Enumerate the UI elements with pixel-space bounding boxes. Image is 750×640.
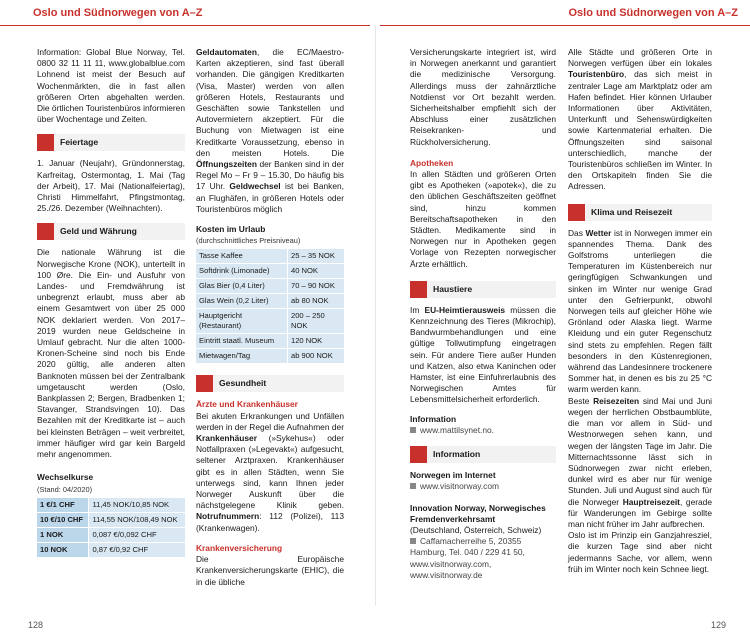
nwi-link-row bbox=[410, 481, 556, 492]
info-title: Information bbox=[410, 413, 457, 424]
heading-text: Haustiere bbox=[433, 283, 473, 294]
versicherung-paragraph: Versicherungskarte integriert ist, wird in Norwegen anerkannt und garantiert die medizinische Versorgung. Allerdings muss der zahnärztliche Notdienst vor Ort bezahlt werden. Sicherheitshalber empfiehlt sich der Abschluss einer zusätzlichen Reisekranken- und Rückholversicherung. bbox=[410, 47, 556, 147]
table-row bbox=[196, 294, 344, 309]
section-heading-gesundheit bbox=[196, 375, 344, 392]
bullet-square-icon bbox=[410, 538, 416, 544]
haustiere-paragraph bbox=[410, 305, 556, 406]
bold-term: Reisezeiten bbox=[593, 395, 640, 406]
table-row bbox=[196, 309, 344, 334]
table-cell: Glas Bier (0,4 Liter) bbox=[196, 279, 287, 294]
klima-paragraph-1 bbox=[568, 228, 712, 396]
page-number-left: 128 bbox=[28, 620, 44, 630]
page-number-right: 129 bbox=[710, 620, 726, 630]
aerzte-paragraph bbox=[196, 411, 344, 534]
bold-term: Hauptreisezeit bbox=[622, 496, 680, 507]
text-run: Bei akuten Erkrankungen und Unfällen werden in der Regel die Aufnahmen der bbox=[196, 410, 344, 432]
text-run: , die EC/Maestro-Karten akzeptieren, sind fast überall vorhanden. Die gängigen Kreditkarten (Visa, Master) werden von allen größeren Hotels, Restaurants und Geschäften sowie Tankstellen und Autovermietern akzeptiert. Für die Buchung von Mietwagen ist eine Kreditkarte Voraussetzung, ebenso in den meisten Hotels. Die bbox=[196, 47, 344, 158]
heading-marker-icon bbox=[410, 281, 427, 298]
text-run: der Banken sind in der Regel Mo – Fr 9 – 15.30, Do häufig bis 17 Uhr. bbox=[196, 159, 344, 192]
page-gutter bbox=[375, 26, 376, 606]
table-row bbox=[196, 279, 344, 294]
table-cell: Tasse Kaffee bbox=[196, 249, 287, 264]
table-row bbox=[196, 349, 344, 364]
table-row bbox=[37, 542, 185, 557]
table-cell: Softdrink (Limonade) bbox=[196, 264, 287, 279]
table-row bbox=[37, 527, 185, 542]
table-row bbox=[37, 498, 185, 513]
apotheken-paragraph: In allen Städten und größeren Orten gibt es Apotheken (»apotek«), die zu den üblichen Geschäftszeiten geöffnet sind, hinzu kommen Bereitschaftsapotheken in den Städten. Medikamente sind in Norwegen nur in Apotheken gegen Vorlage von Rezepten norwegischer Ärzte erhältlich. bbox=[410, 169, 556, 269]
running-head-right: Oslo und Südnorwegen von A–Z bbox=[568, 7, 738, 19]
header-rule-left bbox=[0, 25, 370, 26]
column-3 bbox=[410, 47, 556, 581]
bold-term: EU-Heimtierausweis bbox=[424, 304, 506, 315]
kv-subheading: Krankenversicherung bbox=[196, 542, 283, 553]
table-cell: 114,55 NOK/108,49 NOK bbox=[89, 512, 185, 527]
text-run: : 112 (Polizei), 113 (Krankenwagen). bbox=[196, 511, 344, 533]
nwi-title: Norwegen im Internet bbox=[410, 470, 496, 481]
table-cell: 1 €/1 CHF bbox=[37, 498, 89, 513]
info-link-row bbox=[410, 425, 556, 436]
text-run: ist in Norwegen immer ein spannendes Thema. Dank des Golfstroms unterliegen die Temperaturen im Küstenbereich nur geringfügigen Schwankungen und sinken im Winter nur wenige Grad unter den Gefrierpunkt, obwohl Norwegen teils auf gleicher Höhe wie Grönland oder Alaska liegt. Warme Kleidung und ein guter Regenschutz sind stets zu empfehlen. Regen fällt besonders in den Küstenregionen, während das Landesinnere trockenere Sommer hat, in denen es bis zu 25 °C warm werden kann. bbox=[568, 227, 712, 395]
kosten-subtitle: (durchschnittliches Preisniveau) bbox=[196, 236, 301, 246]
section-heading-geld bbox=[37, 223, 185, 240]
geldautomaten-paragraph bbox=[196, 47, 344, 215]
heading-text: Gesundheit bbox=[219, 378, 267, 389]
table-cell: Mietwagen/Tag bbox=[196, 349, 287, 364]
table-cell: Eintritt staatl. Museum bbox=[196, 334, 287, 349]
column-2 bbox=[196, 47, 344, 588]
kv-paragraph: Die Europäische Krankenversicherungskarte (EHIC), die in die übliche bbox=[196, 554, 344, 587]
table-row bbox=[37, 512, 185, 527]
text-run: Das bbox=[568, 227, 586, 238]
table-row bbox=[196, 334, 344, 349]
text-run: Alle Städte und größeren Orte in Norwegen verfügen über ein lokales bbox=[568, 47, 712, 69]
text-run: müssen die Kennzeichnung des Tieres (Mikrochip), Bandwurmbehandlungen und eine gültige Tollwutimpfung eingetragen sein. Für andere Tiere außer Hunden und Katzen, also etwa Kaninchen oder Hamster, ist eine Einfuhrerlaubnis des Norwegischen Amtes für Lebensmittelsicherheit erforderlich. bbox=[410, 304, 556, 405]
table-cell: 200 – 250 NOK bbox=[287, 309, 344, 334]
feiertage-paragraph: 1. Januar (Neujahr), Gründonnerstag, Karfreitag, Ostermontag, 1. Mai (Tag der Arbeit), 17. Mai (Nationalfeiertag), Christi Himmelfahrt, Pfingstmontag, 25./26. Dezember (Weihnachten). bbox=[37, 158, 185, 214]
inn-address-row bbox=[410, 536, 556, 581]
bold-term: Notrufnummern bbox=[196, 511, 260, 522]
column-1 bbox=[37, 47, 185, 558]
inn-subtitle: (Deutschland, Österreich, Schweiz) bbox=[410, 524, 542, 535]
table-cell: Glas Wein (0,2 Liter) bbox=[196, 294, 287, 309]
heading-text: Information bbox=[433, 448, 481, 459]
bold-term: Geldwechsel bbox=[229, 181, 281, 192]
bold-term: Touristenbüro bbox=[568, 69, 625, 80]
visitnorway-link[interactable]: www.visitnorway.com bbox=[420, 481, 499, 492]
heading-marker-icon bbox=[568, 204, 585, 221]
intro-paragraph: Information: Global Blue Norway, Tel. 0800 32 11 11 11, www.globalblue.com Lohnend ist meist der Besuch auf Wochenmärkten, die in fast allen größeren Orten abgehalten werden. Die örtlichen Touristenbüros informieren über Wochentage und Zeiten. bbox=[37, 47, 185, 125]
text-run: Beste bbox=[568, 395, 594, 406]
heading-marker-icon bbox=[196, 375, 213, 392]
heading-marker-icon bbox=[37, 134, 54, 151]
table-cell: 70 – 90 NOK bbox=[287, 279, 344, 294]
table-cell: 120 NOK bbox=[287, 334, 344, 349]
table-cell: 1 NOK bbox=[37, 527, 89, 542]
table-row bbox=[196, 249, 344, 264]
touristenbuero-paragraph bbox=[568, 47, 712, 193]
table-cell: 0,87 €/0,92 CHF bbox=[89, 542, 185, 557]
text-run: sind Mai und Juni wegen der herrlichen Obstbaumblüte, die man vor allem in Süd- und Westnorwegen sehen kann, und wegen der längsten Tage im Jahr. Die Mitternachtssonne lässt sich in Südnorwegen zwar nicht erleben, dunkel wird es aber nur für wenige Stunden. Juli und August sind auch für die Norweger bbox=[568, 395, 712, 507]
section-heading-haustiere bbox=[410, 281, 556, 298]
table-cell: 10 €/10 CHF bbox=[37, 512, 89, 527]
inn-address: Caffamacherreihe 5, 20355 Hamburg, Tel. 040 / 229 41 50, www.visitnorway.com, www.visitnorway.de bbox=[410, 536, 525, 580]
table-row bbox=[196, 264, 344, 279]
heading-text: Feiertage bbox=[60, 137, 99, 148]
table-cell: Hauptgericht (Restaurant) bbox=[196, 309, 287, 334]
heading-marker-icon bbox=[410, 446, 427, 463]
text-run: (»Sykehus«) oder Notfallpraxen (»Legevakt«) aufgesucht, seltener Arztpraxen. Krankenhäuser gibt es in allen Städten, wenn Sie unterwegs sind, kann Ihnen jeder Norweger Auskunft über die nächstgelegene Klinik geben. bbox=[196, 433, 344, 511]
heading-text: Klima und Reisezeit bbox=[591, 206, 673, 217]
section-heading-information bbox=[410, 446, 556, 463]
bold-term: Öffnungszeiten bbox=[196, 159, 257, 170]
table-cell: ab 80 NOK bbox=[287, 294, 344, 309]
section-heading-feiertage bbox=[37, 134, 185, 151]
table-cell: 10 NOK bbox=[37, 542, 89, 557]
text-run: Im bbox=[410, 304, 425, 315]
klima-paragraph-3: Oslo ist im Prinzip ein Ganzjahresziel, die kurzen Tage sind aber nicht jedermanns Sache, vor allem, wenn früh im Winter noch kein Schnee liegt. bbox=[568, 530, 712, 574]
bullet-square-icon bbox=[410, 427, 416, 433]
heading-marker-icon bbox=[37, 223, 54, 240]
text-run: , das sich meist in zentraler Lage am Marktplatz oder am Hafen befindet. Hier können Urlauber Informationen über Aktivitäten, Unterkunft und Sehenswürdigkeiten sowie Kartenmaterial erhalten. Die Öffnungszeiten sind saisonal unterschiedlich, manche der Touristenbüros schließen im Winter. In den Ortskapiteln finden Sie die Adressen. bbox=[568, 69, 712, 192]
header-rule-right bbox=[380, 25, 750, 26]
column-4 bbox=[568, 47, 712, 575]
cost-table bbox=[196, 249, 344, 364]
mattilsynet-link[interactable]: www.mattilsynet.no. bbox=[420, 424, 495, 435]
inn-title: Innovation Norway, Norwegisches Fremdenverkehrsamt bbox=[410, 502, 546, 524]
wechsel-subtitle: (Stand: 04/2020) bbox=[37, 484, 93, 494]
table-cell: 40 NOK bbox=[287, 264, 344, 279]
bullet-square-icon bbox=[410, 483, 416, 489]
heading-text: Geld und Währung bbox=[60, 226, 137, 237]
klima-paragraph-2 bbox=[568, 396, 712, 530]
geld-paragraph: Die nationale Währung ist die Norwegische Krone (NOK), unterteilt in 100 Øre. Die Ein- und Ausfuhr von Landes- und Fremdwährung ist unbegrenzt erlaubt, muss aber ab einem Gesamtwert von über 25 000 NOK deklariert werden. Von 2017–2019 wurden neue Geldscheine in Umlauf gebracht. Nur die alten 1000-Kronen-Scheine sind noch bis Ende 2020 gültig, alle anderen alten Banknoten müssen bei der Zentralbank umgetauscht werden (Oslo, Bankplassen 2; Bergen, Bradbenken 1; Stavanger, Strandsvingen 10). Das Bezahlen mit der Kreditkarte ist – auch bei kleinsten Beträgen – weit verbreitet, immer häufiger wird gar kein Bargeld mehr angenommen. bbox=[37, 247, 185, 460]
exchange-rate-table bbox=[37, 498, 185, 558]
table-cell: 25 – 35 NOK bbox=[287, 249, 344, 264]
text-run: , gerade für Wanderungen im Gebirge sollte man nicht früher im Jahr aufbrechen. bbox=[568, 496, 712, 529]
wechsel-title: Wechselkurse bbox=[37, 472, 94, 483]
table-cell: 11,45 NOK/10,85 NOK bbox=[89, 498, 185, 513]
section-heading-klima bbox=[568, 204, 712, 221]
table-cell: 0,087 €/0,092 CHF bbox=[89, 527, 185, 542]
bold-term: Wetter bbox=[585, 227, 612, 238]
text-run: ist bei Banken, an Flughäfen, in größeren Hotels oder Touristenbüros möglich bbox=[196, 181, 345, 214]
apotheken-subheading: Apotheken bbox=[410, 157, 454, 168]
bold-term: Geldautomaten bbox=[196, 47, 257, 57]
running-head-left: Oslo und Südnorwegen von A–Z bbox=[33, 7, 203, 19]
kosten-title: Kosten im Urlaub bbox=[196, 224, 266, 235]
table-cell: ab 900 NOK bbox=[287, 349, 344, 364]
aerzte-subheading: Ärzte und Krankenhäuser bbox=[196, 399, 298, 410]
bold-term: Krankenhäuser bbox=[196, 433, 257, 444]
